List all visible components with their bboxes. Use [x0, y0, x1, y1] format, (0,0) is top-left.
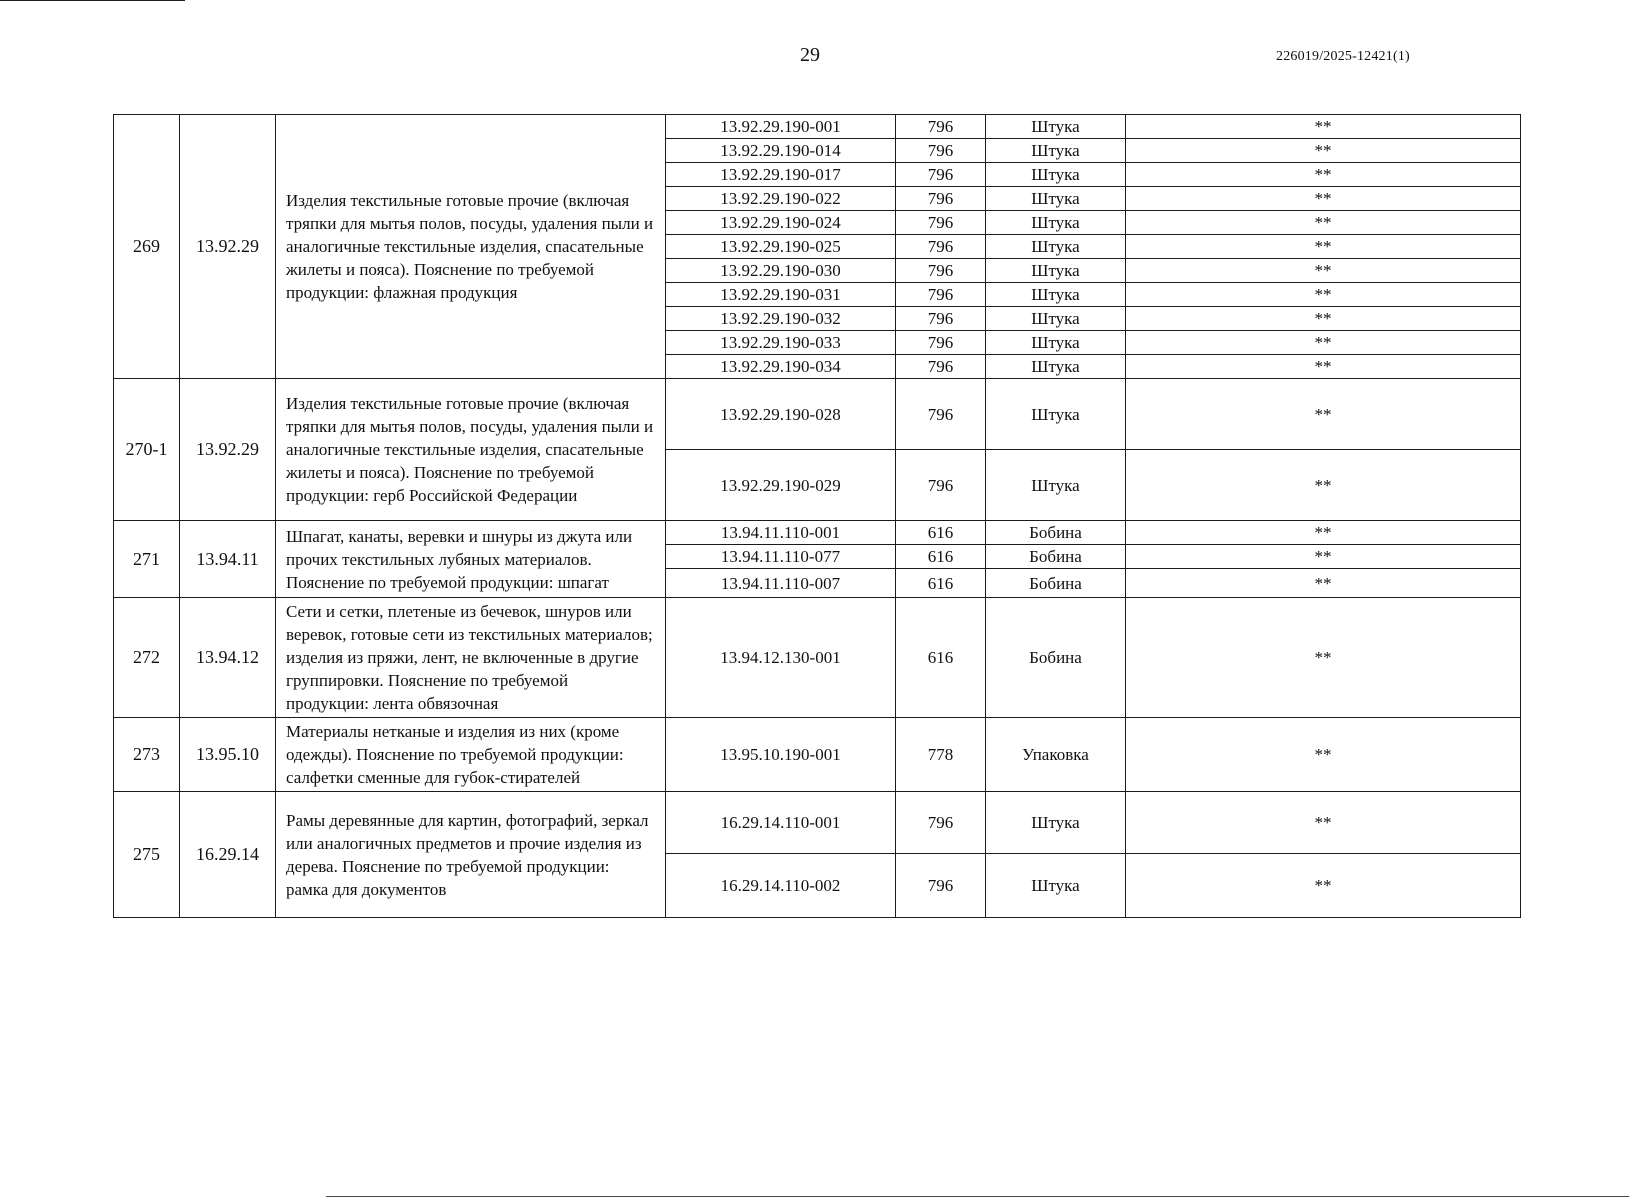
okei-code: 616 — [896, 521, 986, 545]
unit-name: Штука — [986, 283, 1126, 307]
table-row — [114, 379, 1521, 450]
ktru-code: 13.92.29.190-029 — [666, 450, 896, 521]
ktru-code: 13.94.11.110-077 — [666, 545, 896, 569]
okpd-code: 16.29.14 — [180, 792, 276, 918]
product-name: Изделия текстильные готовые прочие (включая тряпки для мытья полов, посуды, удаления пыли и аналогичные текстильные изделия, спасательные жилеты и пояса). Пояснение по требуемой продукции: флажная продукция — [276, 115, 666, 379]
okei-code: 796 — [896, 259, 986, 283]
document-reference: 226019/2025-12421(1) — [1276, 49, 1410, 64]
ktru-code: 16.29.14.110-001 — [666, 792, 896, 854]
okpd-code: 13.94.12 — [180, 598, 276, 718]
ktru-code: 13.92.29.190-031 — [666, 283, 896, 307]
okei-code: 796 — [896, 163, 986, 187]
okei-code: 796 — [896, 331, 986, 355]
okei-code: 796 — [896, 139, 986, 163]
ktru-code: 13.92.29.190-014 — [666, 139, 896, 163]
okei-code: 796 — [896, 211, 986, 235]
unit-name: Штука — [986, 187, 1126, 211]
unit-name: Бобина — [986, 545, 1126, 569]
product-name: Рамы деревянные для картин, фотографий, зеркал или аналогичных предметов и прочие изделия из дерева. Пояснение по требуемой продукции: рамка для документов — [276, 792, 666, 918]
ktru-code: 13.92.29.190-024 — [666, 211, 896, 235]
mark: ** — [1126, 569, 1521, 598]
unit-name: Штука — [986, 331, 1126, 355]
ktru-code: 13.92.29.190-022 — [666, 187, 896, 211]
product-name: Материалы нетканые и изделия из них (кроме одежды). Пояснение по требуемой продукции: салфетки сменные для губок-стирателей — [276, 718, 666, 792]
ktru-code: 13.92.29.190-028 — [666, 379, 896, 450]
row-number: 270-1 — [114, 379, 180, 521]
unit-name: Штука — [986, 450, 1126, 521]
okei-code: 796 — [896, 187, 986, 211]
unit-name: Бобина — [986, 598, 1126, 718]
okei-code: 796 — [896, 235, 986, 259]
table-row — [114, 115, 1521, 139]
ktru-code: 13.94.11.110-001 — [666, 521, 896, 545]
mark: ** — [1126, 854, 1521, 918]
row-number: 269 — [114, 115, 180, 379]
bottom-rule — [326, 1196, 1629, 1197]
okei-code: 796 — [896, 854, 986, 918]
unit-name: Штука — [986, 307, 1126, 331]
unit-name: Штука — [986, 854, 1126, 918]
mark: ** — [1126, 187, 1521, 211]
mark: ** — [1126, 379, 1521, 450]
mark: ** — [1126, 521, 1521, 545]
okpd-code: 13.94.11 — [180, 521, 276, 598]
product-name: Шпагат, канаты, веревки и шнуры из джута или прочих текстильных лубяных материалов. Пояснение по требуемой продукции: шпагат — [276, 521, 666, 598]
table-row — [114, 521, 1521, 545]
okei-code: 616 — [896, 569, 986, 598]
product-name: Изделия текстильные готовые прочие (включая тряпки для мытья полов, посуды, удаления пыли и аналогичные текстильные изделия, спасательные жилеты и пояса). Пояснение по требуемой продукции: герб Российской Федерации — [276, 379, 666, 521]
mark: ** — [1126, 115, 1521, 139]
okei-code: 778 — [896, 718, 986, 792]
unit-name: Бобина — [986, 521, 1126, 545]
ktru-code: 13.94.12.130-001 — [666, 598, 896, 718]
okei-code: 796 — [896, 792, 986, 854]
okpd-code: 13.92.29 — [180, 379, 276, 521]
mark: ** — [1126, 211, 1521, 235]
unit-name: Штука — [986, 139, 1126, 163]
row-number: 273 — [114, 718, 180, 792]
okei-code: 616 — [896, 598, 986, 718]
table-row — [114, 792, 1521, 854]
ktru-code: 13.92.29.190-033 — [666, 331, 896, 355]
top-rule — [0, 0, 185, 1]
mark: ** — [1126, 792, 1521, 854]
okpd-code: 13.92.29 — [180, 115, 276, 379]
mark: ** — [1126, 259, 1521, 283]
unit-name: Штука — [986, 211, 1126, 235]
table-row — [114, 718, 1521, 792]
mark: ** — [1126, 235, 1521, 259]
okei-code: 796 — [896, 307, 986, 331]
row-number: 275 — [114, 792, 180, 918]
okei-code: 796 — [896, 450, 986, 521]
okei-code: 796 — [896, 115, 986, 139]
unit-name: Штука — [986, 163, 1126, 187]
ktru-code: 13.92.29.190-034 — [666, 355, 896, 379]
okei-code: 796 — [896, 379, 986, 450]
mark: ** — [1126, 718, 1521, 792]
mark: ** — [1126, 355, 1521, 379]
mark: ** — [1126, 598, 1521, 718]
unit-name: Штука — [986, 259, 1126, 283]
unit-name: Упаковка — [986, 718, 1126, 792]
mark: ** — [1126, 307, 1521, 331]
unit-name: Штука — [986, 235, 1126, 259]
okei-code: 616 — [896, 545, 986, 569]
ktru-code: 13.92.29.190-030 — [666, 259, 896, 283]
unit-name: Штука — [986, 115, 1126, 139]
ktru-code: 13.92.29.190-032 — [666, 307, 896, 331]
ktru-code: 13.92.29.190-001 — [666, 115, 896, 139]
unit-name: Штука — [986, 379, 1126, 450]
ktru-code: 16.29.14.110-002 — [666, 854, 896, 918]
products-table — [113, 114, 1521, 918]
okei-code: 796 — [896, 283, 986, 307]
unit-name: Бобина — [986, 569, 1126, 598]
page-number: 29 — [800, 44, 820, 66]
ktru-code: 13.92.29.190-025 — [666, 235, 896, 259]
unit-name: Штука — [986, 355, 1126, 379]
unit-name: Штука — [986, 792, 1126, 854]
okei-code: 796 — [896, 355, 986, 379]
mark: ** — [1126, 450, 1521, 521]
row-number: 272 — [114, 598, 180, 718]
mark: ** — [1126, 163, 1521, 187]
product-name: Сети и сетки, плетеные из бечевок, шнуров или веревок, готовые сети из текстильных материалов; изделия из пряжи, лент, не включенные в другие группировки. Пояснение по требуемой продукции: лента обвязочная — [276, 598, 666, 718]
table-row — [114, 598, 1521, 718]
mark: ** — [1126, 331, 1521, 355]
mark: ** — [1126, 545, 1521, 569]
ktru-code: 13.94.11.110-007 — [666, 569, 896, 598]
ktru-code: 13.95.10.190-001 — [666, 718, 896, 792]
row-number: 271 — [114, 521, 180, 598]
okpd-code: 13.95.10 — [180, 718, 276, 792]
ktru-code: 13.92.29.190-017 — [666, 163, 896, 187]
mark: ** — [1126, 139, 1521, 163]
mark: ** — [1126, 283, 1521, 307]
